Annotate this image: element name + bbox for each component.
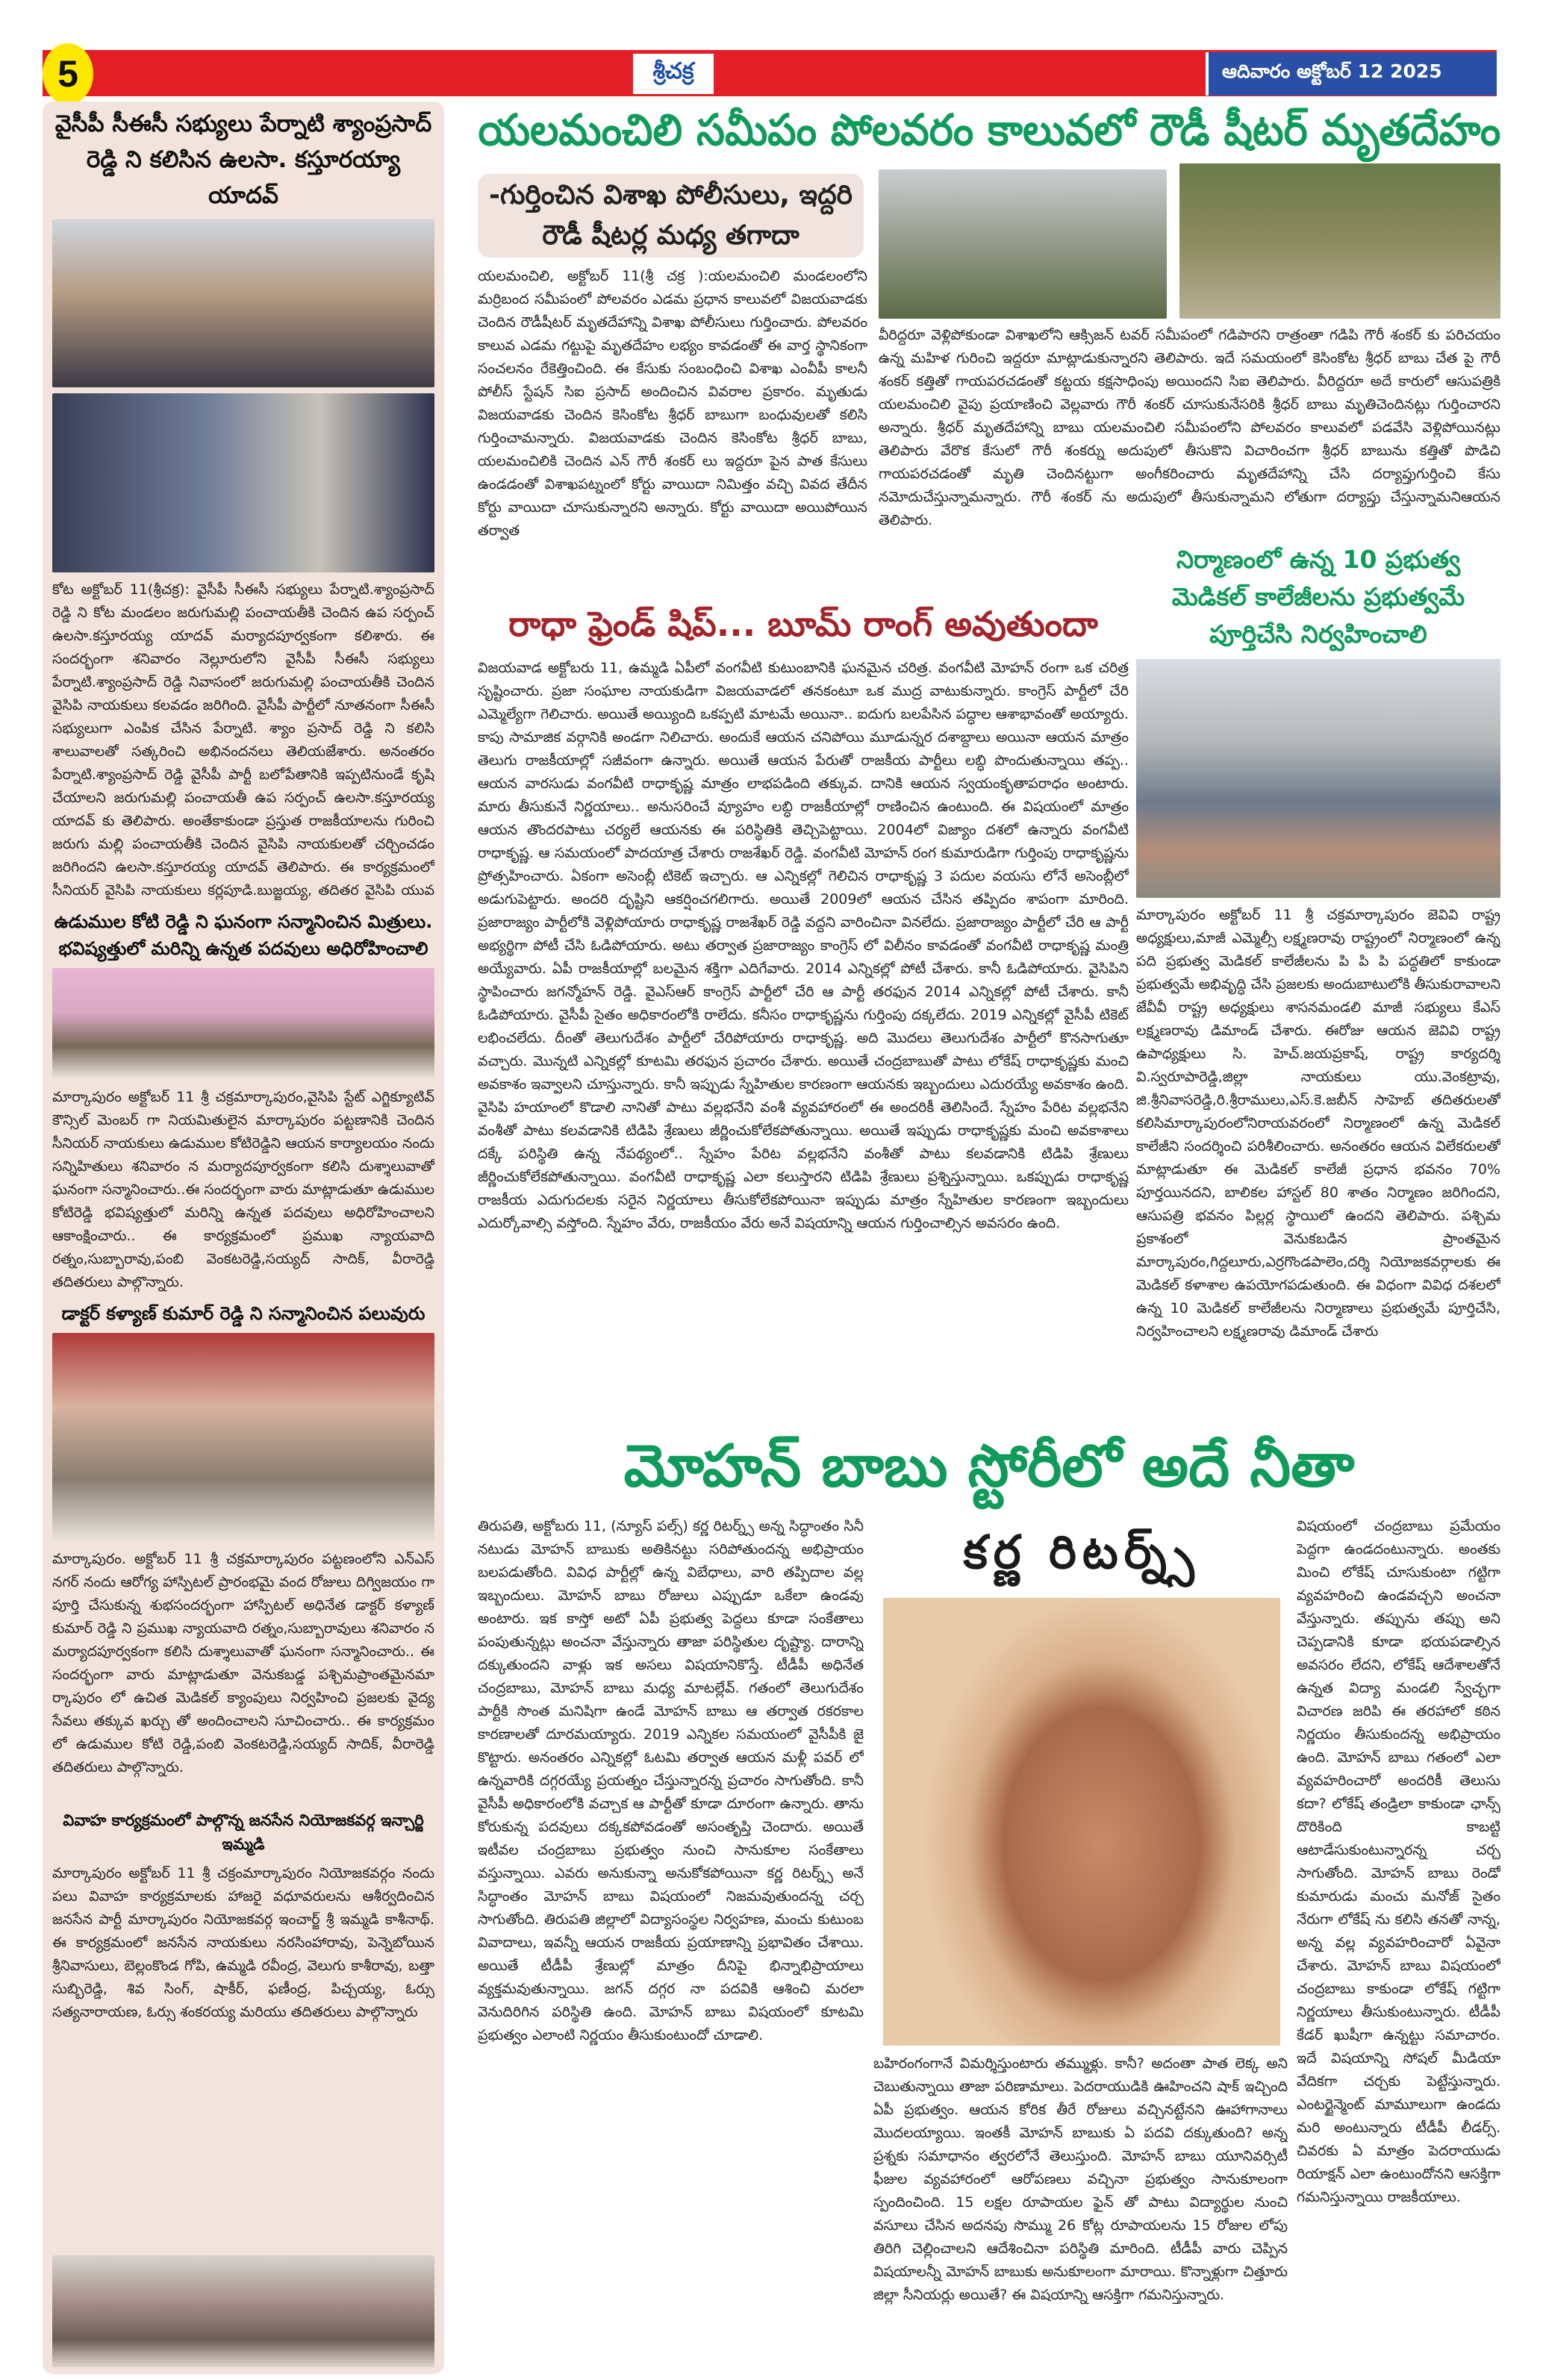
crime-scene-photo-police [879, 169, 1167, 319]
mohan-babu-headline: మోహన్ బాబు స్టోరీలో అదే నీతా [623, 1433, 1355, 1500]
crime-scene-photo-canal [1179, 163, 1500, 319]
radha-story-headline-wrap [478, 597, 1129, 651]
doctor-felicitation-photo [52, 1333, 434, 1542]
left-article3-headline: డాక్టర్ కళ్యాణ్ కుమార్ రెడ్డి ని సన్మానించిన పలువురు [61, 1303, 426, 1324]
group-photo-2 [52, 393, 434, 572]
honour-photo [52, 968, 434, 1080]
top-story-subhead: -గుర్తించిన విశాఖ పోలీసులు, ఇద్దరి రౌడీ షీటర్ల మధ్య తగాదా [478, 174, 864, 257]
group-photo-1 [52, 219, 434, 387]
mohan-babu-body-left: తిరుపతి, అక్టోబరు 11, (న్యూస్ పల్స్) కర్ణ రిటర్న్స్ అన్న సిద్ధాంతం సినీ నటుడు మోహన్ బాబుకు అతికినట్టు సరిపోతుందన్న అభిప్రాయం బలపడుతోంది. వివిధ పార్టీల్లో ఉన్న విబేధాలు, వారి తప్పిదాల వల్ల ఇబ్బందులు. మోహన్ బాబు రోజులు ఎప్పుడూ ఒకేలా ఉండవు అంటారు. ఇక కాస్తో అటో ఏపీ ప్రభుత్వ పెద్దలు కూడా సంకేతాలు పంపుతున్నట్లు అంచనా వేస్తున్నారు తాజా పరిస్థితుల దృష్ట్యా. దారాన్ని దక్కుతుందని వాళ్లు ఇక అసలు విషయానికొస్తే. టీడీపీ అధినేత చంద్రబాబు, మోహన్ బాబు మధ్య మాటల్లేవ్. గతంలో తెలుగుదేశం పార్టీకి సొంత మనిషిగా ఉండే మోహన్ బాబు ఆ తర్వాత రకరకాల కారణాలతో దూరమయ్యారు. 2019 ఎన్నికల సమయంలో వైసీపీకి జై కొట్టారు. అనంతరం ఎన్నికల్లో ఓటమి తర్వాత ఆయన మళ్లీ పవర్ లో ఉన్నవారికి దగ్గరయ్యే ప్రయత్నం చేస్తున్నారన్న ప్రచారం సాగుతోంది. కానీ వైసీపీ అధికారంలోకి వచ్చాక ఆ పార్టీతో కూడా దూరంగా ఉన్నారు. తాను కోరుకున్న పదవులు దక్కకపోవడంతో అసంతృప్తి చెందారు. అయితే ఇటీవల చంద్రబాబు ప్రభుత్వం నుంచి సానుకూల సంకేతాలు వస్తున్నాయి. ఎవరు అనుకున్నా అనుకోకపోయినా కర్ణ రిటర్న్స్ అనే సిద్ధాంతం మోహన్ బాబు విషయంలో నిజమవుతుందన్న చర్చ సాగుతోంది. తిరుపతి జిల్లాలో విద్యాసంస్థల నిర్వహణ, మంచు కుటుంబ వివాదాలు, ఇవన్నీ ఆయన రాజకీయ ప్రయాణాన్ని ప్రభావితం చేశాయి. అయితే టీడీపీ శ్రేణుల్లో మాత్రం దీనిపై భిన్నాభిప్రాయాలు వ్యక్తమవుతున్నాయి. జగన్ దగ్గర నా పదవికి ఆశించి మరలా వెనుదిరిగిన పరిస్థితి ఉంది. మోహన్ బాబు విషయంలో కూటమి ప్రభుత్వం ఎలాంటి నిర్ణయం తీసుకుంటుందో చూడాలి. [478, 1518, 864, 2043]
left-article1-headline: వైసీపీ సీఈసీ సభ్యులు పేర్నాటి శ్యాంప్రసాద్ రెడ్డి ని కలిసిన ఉలసా. కస్తూరయ్యా యాదవ్ [54, 110, 432, 209]
issue-date: ఆదివారం అక్టోబర్ 12 2025 [1206, 52, 1497, 96]
medical-story [1136, 541, 1500, 1422]
left-article1-body: కోట అక్టోబర్ 11(శ్రీచక్ర): వైసీపీ సీఈసీ సభ్యులు పేర్నాటి.శ్యాంప్రసాద్ రెడ్డి ని కోట మండలం జరుగుమల్లి పంచాయతీకి చెందిన ఉప సర్పంచ్ ఉలసా.కస్తూరయ్య యాదవ్ మర్యాదపూర్వకంగా కలిశారు. ఈ సందర్భంగా శనివారం నెల్లూరులోని వైసీపీ సీఈసీ సభ్యులు పేర్నాటి.శ్యాంప్రసాద్ రెడ్డి నివాసంలో జరుగుమల్లి పంచాయతీకి చెందిన వైసిపి నాయకులు కలవడం జరిగింది. వైసీపీ పార్టీలో నూతనంగా సీఈసీ సభ్యులుగా ఎంపిక చేసిన పేర్నాటి. శ్యాం ప్రసాద్ రెడ్డి ని కలిసి శాలువాలతో సత్కరించి అభినందనలు తెలియజేశారు. అనంతరం పేర్నాటి.శ్యాంప్రసాద్ రెడ్డి వైసీపీ పార్టీ బలోపేతానికి ఇప్పటినుండే కృషి చేయాలని జరుగుమల్లి పంచాయతీ ఉప సర్పంచ్ ఉలసా.కస్తూరయ్య యాదవ్ కు తెలిపారు. అంతేకాకుండా ప్రస్తుత రాజకీయాలను గురించి జరుగు మల్లి పంచాయతీకి చెందిన వైసిపి నాయకులతో చర్చించడం జరిగిందని ఉలసా.కస్తూరయ్య యాదవ్ తెలిపారు. ఈ కార్యక్రమంలో సీనియర్ వైసిపి నాయకులు కర్లపూడి.బుజ్జయ్య, తదితర వైసిపి యువ [52, 581, 434, 899]
medical-college-visit-photo [1136, 659, 1500, 898]
radha-story-headline: రాధా ఫ్రెండ్ షిప్... బూమ్ రాంగ్ అవుతుందా [508, 604, 1098, 644]
medical-story-headline: నిర్మాణంలో ఉన్న 10 ప్రభుత్వ మెడికల్ కాలేజీలను ప్రభుత్వమే పూర్తిచేసి నిర్వహించాలి [1171, 545, 1465, 649]
left-article4-headline: వివాహ కార్యక్రమంలో పాల్గొన్న జనసేన నియోజకవర్గ ఇన్చార్జి ఇమ్మడి [63, 1811, 424, 1853]
newspaper-logo: శ్రీచక్ర [633, 54, 714, 94]
wedding-photo [52, 2255, 434, 2367]
mohan-babu-portrait [883, 1598, 1280, 2046]
left-article4-body: మార్కాపురం అక్టోబర్ 11 శ్రీ చక్రంమార్కాపురం నియోజకవర్గం నందు పలు వివాహ కార్యక్రమాలకు హాజరై వధూవరులను ఆశీర్వదించిన జనసేన పార్టీ మార్కాపురం నియోజకవర్గ ఇంచార్జ్ శ్రీ ఇమ్మడి కాశీనాథ్. ఈ కార్యక్రమంలో జనసేన నాయకులు నరసింహారావు, పెన్నెబోయిన శ్రీనివాసులు, బెల్లంకొండ గోపి, ఉమ్మడి రవీంద్ర, వెలుగు కాశీరావు, బత్తా సుబ్బిరెడ్డి, శివ సింగ్, షాకీర్, ఫణీంద్ర, పిచ్చయ్య, ఓర్సు సత్యనారాయణ, ఓర్సు శంకరయ్య మరియు తదితరులు పాల్గొన్నారు [52, 1865, 434, 2020]
medical-story-body: మార్కాపురం అక్టోబర్ 11 శ్రీ చక్రమార్కాపురం జెవివి రాష్ట్ర అధ్యక్షులు,మాజీ ఎమ్మెల్సీ లక్ష్మణరావు రాష్ట్రంలో నిర్మాణంలో ఉన్న పది ప్రభుత్వ మెడికల్ కాలేజీలను పి పి పి పద్ధతిలో కాకుండా ప్రభుత్వమే అభివృద్ధి చేసి ప్రజలకు అందుబాటులోకి తీసుకురావాలని జేవీవీ రాష్ట్ర అధ్యక్షులు శాసనమండలి మాజీ సభ్యులు కేఎస్ లక్ష్మణరావు డిమాండ్ చేశారు. ఈరోజు ఆయన జెవివి రాష్ట్ర ఉపాధ్యక్షులు సి. హెచ్.జయప్రకాష్, రాష్ట్ర కార్యదర్శి వి.స్వరూపారెడ్డి,జిల్లా నాయకులు యు.వెంకట్రావు, జి.శ్రీనివాసరెడ్డి,రి.శ్రీరాములు,ఎస్.కె.జబీన్ సాహెబ్ తదితరులతో కలిసిమార్కాపురంలోనిరాయవరంలో నిర్మాణంలో ఉన్న మెడికల్ కాలేజీని సందర్శించి పరిశీలించారు. అనంతరం ఆయన విలేకరులతో మాట్లాడుతూ ఈ మెడికల్ కాలేజీ ప్రధాన భవనం 70% పూర్తయినదని, బాలికల హాస్టల్ 80 శాతం నిర్మాణం జరిగిందని, ఆసుపత్రి భవనం పిల్లర్ల స్థాయిలో ఉందని తెలిపారు. పశ్చిమ ప్రకాశంలో వెనుకబడిన ప్రాంతమైన మార్కాపురం,గిద్దలూరు,ఎర్రగొండపాలెం,దర్శి నియోజకవర్గాలకు ఈ మెడికల్ కళాశాల ఉపయోగపడుతుంది. ఈ విధంగా వివిధ దశలలో ఉన్న 10 మెడికల్ కాలేజీలను నిర్మాణాలు ప్రభుత్వమే పూర్తిచేసి, నిర్వహించాలని లక్ష్మణరావు డిమాండ్ చేశారు [1136, 907, 1500, 1340]
top-story-body-left: యలమంచిలి, అక్టోబర్ 11(శ్రీ చక్ర ):యలమంచిలి మండలంలోని మర్రిబంద సమీపంలో పోలవరం ఎడమ ప్రధాన కాలువలో విజయవాడకు చెందిన రౌడీషీటర్ మృతదేహాన్ని విశాఖ పోలీసులు గుర్తించారు. పోలవరం కాలువ ఎడమ గట్టుపై మృతదేహం లభ్యం కావడంతో ఈ వార్త స్థానికంగా సంచలనం రేకెత్తించింది. ఈ కేసుకు సంబంధించి విశాఖ ఎంవీపీ కాలనీ పోలీస్ స్టేషన్ సిఐ ప్రసాద్ అందించిన వివరాల ప్రకారం. మృతుడు విజయవాడకు చెందిన కెసింకోట శ్రీధర్ బాబుగా బంధువులతో కలిసి గుర్తించామన్నారు. విజయవాడకు చెందిన కెసింకోట శ్రీధర్ బాబు, యలమంచిలికి చెందిన ఎన్ గౌరీ శంకర్ లు ఇద్దరూ పైన పాత కేసులు ఉండడంతో విశాఖపట్నంలో కోర్టు వాయిదా నిమిత్తం వచ్చి వివద తేదీన కోర్టు వాయిదా చూసుకున్నారని అన్నారు. కోర్టు వాయిదా అయిపోయిన తర్వాత [478, 268, 867, 539]
karna-returns-title-wrap [883, 1515, 1280, 1590]
radha-story [478, 597, 1129, 1422]
mohan-babu-body-bottom: బహిరంగంగానే విమర్శిస్తుంటారు తమ్ముళ్లు. కానీ? అదంతా పాత లెక్క అని చెబుతున్నాయి తాజా పరిణామాలు. పెదరాయుడికి ఊహించని షాక్ ఇచ్చింది ఏపీ ప్రభుత్వం. ఆయన కోరిక తీరే రోజులు వచ్చినట్టేనని ఊహాగానాలు మొదలయ్యాయి. ఇంతకీ మోహన్ బాబుకు ఏ పదవి దక్కుతుంది? అన్న ప్రశ్నకు సమాధానం త్వరలోనే తెలుస్తుంది. మోహన్ బాబు యూనివర్సిటీ ఫీజుల వ్యవహారంలో ఆరోపణలు వచ్చినా ప్రభుత్వం సానుకూలంగా స్పందించింది. 15 లక్షల రూపాయల ఫైన్ తో పాటు విద్యార్థుల నుంచి వసూలు చేసిన అదనపు సొమ్ము 26 కోట్ల రూపాయలను 15 రోజుల లోపు తిరిగి చెల్లించాలని ఆదేశించినా పరిస్థితి మారింది. టీడీపీ వారు చెప్పిన విషయాలన్నీ మోహన్ బాబుకు అనుకూలంగా మారాయి. కొన్నాళ్లుగా చిత్తూరు జిల్లా సీనియర్లు అయితే? ఈ విషయాన్ని ఆసక్తిగా గమనిస్తున్నారు. [873, 2055, 1288, 2303]
mohan-babu-body-right: విషయంలో చంద్రబాబు ప్రమేయం పెద్దగా ఉండదంటున్నారు. అంతకు మించి లోకేష్ చూసుకుంటా గట్టిగా వ్యవహరించి ఉండవచ్చని అంచనా వేస్తున్నారు. తప్పును తప్పు అని చెప్పడానికి కూడా భయపడాల్సిన అవసరం లేదని, లోకేష్ ఆదేశాలతోనే ఉన్నత విద్యా మండలి స్వేచ్ఛగా విచారణ జరిపి ఈ తరహాలో కఠిన నిర్ణయం తీసుకుందన్న అభిప్రాయం ఉంది. మోహన్ బాబు గతంలో ఎలా వ్యవహరించారో అందరికీ తెలుసు కదా? లోకేష్ తండ్రిలా కాకుండా ఛాన్స్ దొరికింది కాబట్టి ఆటాడేసుకుంటున్నారన్న చర్చ సాగుతోంది. మోహన్ బాబు రెండో కుమారుడు మంచు మనోజ్ సైతం నేరుగా లోకేష్ ను కలిసి తనతో నాన్న, అన్న వల్ల వ్యవహరించారో ఏవైనా చేశారు. మోహన్ బాబు విషయంలో చంద్రబాబు కాకుండా లోకేష్ గట్టిగా నిర్ణయాలు తీసుకుంటున్నారు. టీడీపీ కేడర్ ఖుషీగా ఉన్నట్టు సమాచారం. ఇదే విషయాన్ని సోషల్ మీడియా వేదికగా చర్చకు పెట్టేస్తున్నారు. ఎంటర్టైన్మెంట్ మామూలుగా ఉండదు మరి అంటున్నారు టీడీపీ లీడర్స్. చివరకు ఏ మాత్రం పెదరాయుడు రియాక్షన్ ఎలా ఉంటుందోనని ఆసక్తిగా గమనిస్తున్నాయి రాజకీయాలు. [1297, 1518, 1500, 2205]
left-article3-body: మార్కాపురం. అక్టోబర్ 11 శ్రీ చక్రమార్కాపురం పట్టణంలోని ఎన్ఎస్ నగర్ నందు ఆరోగ్య హాస్పిటల్ ప్రారంభమై వంద రోజులు దిగ్విజయం గా పూర్తి చేసుకున్న శుభసందర్భంగా హాస్పిటల్ అధినేత డాక్టర్ కళ్యాణ్ కుమార్ రెడ్డి ని ప్రముఖ న్యాయవాది రత్నం,సుబ్బారావులు శనివారం న మర్యాదపూర్వకంగా కలిసి దుశ్శాలువాతో ఘనంగా సన్మానించారు.. ఈ సందర్భంగా వారు మాట్లాడుతూ వెనుకబడ్డ పశ్చిమప్రాంతమైనమా ర్కాపురం లో ఉచిత మెడికల్ క్యాంపులు నిర్వహించి ప్రజలకు వైద్య సేవలు తక్కువ ఖర్చు తో అందించాలని సూచించారు.. ఈ కార్యక్రమం లో ఉడుముల కోటి రెడ్డి,పంబి వెంకటరెడ్డి,సయ్యద్ సాదిక్, వీరారెడ్డి తదితరులు పాల్గొన్నారు. [52, 1551, 434, 1775]
radha-story-body: విజయవాడ అక్టోబరు 11, ఉమ్మడి ఏపీలో వంగవీటి కుటుంబానికి ఘనమైన చరిత్ర. వంగవీటి మోహన్ రంగా ఒక చరిత్ర సృష్టించారు. ప్రజా సంఘాల నాయకుడిగా విజయవాడలో తనకంటూ ఒక ముద్ర వాటుకున్నారు. కాంగ్రెస్ పార్టీలో చేరి ఎమ్మెల్యేగా గెలిచారు. అయితే అయ్యింది ఒకప్పటి మాటమే అయినా.. ఐదుగు బలపేసిన పద్ధాల ఆశాభావంతో అయ్యారు. కాపు సామాజిక వర్గానికి అండగా నిలిచారు. అందుకే ఆయన చనిపోయి మూడున్నర దశాబ్దాలు అయినా ఆయన మాత్రం తెలుగు రాజకీయాల్లో సజీవంగా ఉన్నారు. అయితే ఆయన పేరుతో రాజకీయ పార్టీలు లబ్ధి పొందుతున్నాయి తప్ప.. ఆయన వారసుడు వంగవీటి రాధాకృష్ణ మాత్రం లాభపడింది తక్కువ. దానికి ఆయన స్వయంకృతాపరాధం అంటారు. మారు తీసుకునే నిర్ణయాలు.. అనుసరించే వ్యూహం లబ్ధి రాజకీయాల్లో రాణించిన ఉంటుంది. ఈ విషయంలో మాత్రం ఆయన తొందరపాటు చర్యలే ఆయనకు ఈ పరిస్థితికి తెచ్చిపెట్టాయి. 2004లో విజ్యాం దశలో ఉన్నారు వంగవీటి రాధాకృష్ణ. ఆ సమయంలో పాదయాత్ర చేశారు రాజశేఖర్ రెడ్డి. వంగవీటి మోహన్ రంగ కుమారుడిగా గుర్తింపు రాధాకృష్ణను ప్రోత్సహించారు. ఏకంగా అసెంబ్లీ టికెట్ ఇచ్చారు. ఆ ఎన్నికల్లో గెలిచిన రాధాకృష్ణ 3 పదుల వయసు లోనే అసెంబ్లీలో అడుగుపెట్టారు. అందరి దృష్టిని ఆకర్షించగలిగారు. అయితే 2009లో ఆయన చేసిన తప్పిదం శాపంగా మారింది. ప్రజారాజ్యం పార్టీలోకి వెళ్లిపోయారు రాధాకృష్ణ రాజశేఖర్ రెడ్డి వద్దని వారించినా వినలేదు. ప్రజారాజ్యం పార్టీలో చేరి ఆ పార్టీ అభ్యర్థిగా పోటీ చేసి ఓడిపోయారు. అటు తర్వాత ప్రజారాజ్యం కాంగ్రెస్ లో విలీనం కావడంతో వంగవీటి రాధాకృష్ణ మంత్రి అయ్యేవారు. ఏపీ రాజకీయాల్లో బలమైన శక్తిగా ఎదిగేవారు. 2014 ఎన్నికల్లో పోటీ చేశారు. కానీ ఓడిపోయారు. వైసిపిని స్థాపించారు జగన్మోహన్ రెడ్డి. వైఎస్ఆర్ కాంగ్రెస్ పార్టీలో చేరి ఆ పార్టీ తరఫున 2014 ఎన్నికల్లో పోటీ చేశారు. కానీ ఓడిపోయారు. వైసీపీ సైతం అధికారంలోకి రాలేదు. కనీసం రాధాకృష్ణను గుర్తింపు దక్కలేదు. 2019 ఎన్నికల్లో వైసీపీ టికెట్ లభించలేదు. దీంతో తెలుగుదేశం పార్టీలో చేరిపోయారు రాధాకృష్ణ. అది మొదలు తెలుగుదేశం పార్టీలో కొనసాగుతూ వచ్చారు. మొన్నటి ఎన్నికల్లో కూటమి తరఫున ప్రచారం చేశారు. అయితే చంద్రబాబుతో పాటు లోకేష్ రాధాకృష్ణకు మంచి అవకాశం ఇవ్వాలని చూస్తున్నారు. కానీ ఇప్పుడు స్నేహితుల కారణంగా ఆయనకు ఇబ్బందులు ఎదురయ్యే అవకాశం ఉంది. వైసిపి హయాంలో కొడాలి నానితో పాటు వల్లభనేని వంశీ వ్యవహారంలో ఈ అందరికీ తెలిసిందే. స్నేహం పేరిట వల్లభనేని వంశీతో పాటు కలవడానికి టిడిపి శ్రేణులు జీర్ణించుకోలేకపోతున్నాయి. అయితే ఇప్పుడు రాధాకృష్ణకు మంచి అవకాశాలు దక్కే పరిస్థితి ఉన్న నేపథ్యంలో.. స్నేహం పేరిట వల్లభనేని వంశీతో పాటు కలవడానికి టిడిపి శ్రేణులు జీర్ణించుకోలేకపోతున్నాయి. వంగవీటి రాధాకృష్ణ ఎలా కలుస్తారని టిడిపి శ్రేణులు ప్రశ్నిస్తున్నాయి. ఒకప్పుడు రాధాకృష్ణ రాజకీయ ఎదుగుదలకు సరైన నిర్ణయాలు తీసుకోలేకపోయినా ఇప్పుడు మాత్రం స్నేహితుల కారణంగా ఇబ్బందులు ఎదుర్కోవాల్సి వస్తోంది. స్నేహం వేరు, రాజకీయం వేరు అనే విషయాన్ని ఆయన గుర్తించాల్సిన అవసరం ఉంది. [478, 660, 1129, 1231]
top-story-body-right: వీరిద్దరూ వెళ్లిపోకుండా విశాఖలోని ఆక్సిజన్ టవర్ సమీపంలో గడిపారని రాత్రంతా గడిపి గౌరీ శంకర్ కు పరిచయం ఉన్న మహిళ గురించి ఇద్దరూ మాట్లాడుకున్నారని తెలిపారు. ఇదే సమయంలో కెసింకోట శ్రీధర్ బాబు చేత పై గౌరీ శంకర్ కత్తితో గాయపరచడంతో కట్టయ కక్షసాధింపు అయిందని సిఐ తెలిపారు. వీరిద్దరూ అదే కారులో ఆసుపత్రికి యలమంచిలి వైపు ప్రయాణించి వెల్లవారు గౌరీ శంకర్ చూసుకునేసరికి శ్రీధర్ బాబు మృతిచెందినట్లు గుర్తించారని అన్నారు. శ్రీధర్ మృతదేహాన్ని బాబు యలమంచిలి సమీపంలోని పోలవరం కాలువలో పడవేసి వెళ్లిపోయినట్లు తెలిపారు వేరొక కేసులో గౌరీ శంకర్ను అదుపులో తీసుకొని విచారించగా శ్రీధర్ బాబును కత్తితో పొడిచి గాయపరచడంతో మృతి చెందినట్టుగా అంగీకరించారు మృతదేహాన్ని చేసి దర్యాప్తుగుర్తించి కేసు నమోదుచేస్తున్నామన్నారు. గౌరీ శంకర్ ను అదుపులో తీసుకున్నామని లోతుగా దర్యాప్తు చేస్తున్నామనిఆయన తెలిపారు. [879, 327, 1500, 528]
left-article2-headline: ఉడుముల కోటి రెడ్డి ని ఘనంగా సన్మానించిన మిత్రులు. భవిష్యత్తులో మరిన్ని ఉన్నత పదవులు అధిరోహించాలి [54, 911, 433, 959]
karna-returns-title: కర్ణ రిటర్న్స్ [963, 1525, 1200, 1579]
page-number-badge: 5 [43, 43, 93, 104]
top-story-headline: యలమంచిలి సమీపం పోలవరం కాలువలో రౌడీ షీటర్ మృతదేహం [478, 104, 1500, 155]
top-story-headline-wrap [478, 101, 1500, 161]
left-article2-body: మార్కాపురం అక్టోబర్ 11 శ్రీ చక్రమార్కాపురం,వైసిపి స్టేట్ ఎగ్జిక్యూటివ్ కౌన్సిల్ మెంబర్ గా నియమితులైన మార్కాపురం పట్టణానికి చెందిన సీనియర్ నాయకులు ఉడుముల కోటిరెడ్డిని ఆయన కార్యాలయం నందు సన్నిహితులు శనివారం న మర్యాదపూర్వకంగా కలిసి దుశ్శాలువాతో ఘనంగా సన్మానించారు..ఈ సందర్భంగా వారు మాట్లాడుతూ ఉడుముల కోటిరెడ్డి భవిష్యత్తులో మరిన్ని ఉన్నత పదవులు అధిరోహించాలని ఆకాంక్షించారు.. ఈ కార్యక్రమంలో ప్రముఖ న్యాయవాది రత్నం,సుబ్బారావు,పంబి వెంకటరెడ్డి,సయ్యద్ సాదిక్, వీరారెడ్డి తదితరులు పాల్గొన్నారు. [52, 1089, 434, 1290]
mohan-babu-headline-wrap [478, 1429, 1500, 1504]
left-column-content [52, 106, 434, 2367]
